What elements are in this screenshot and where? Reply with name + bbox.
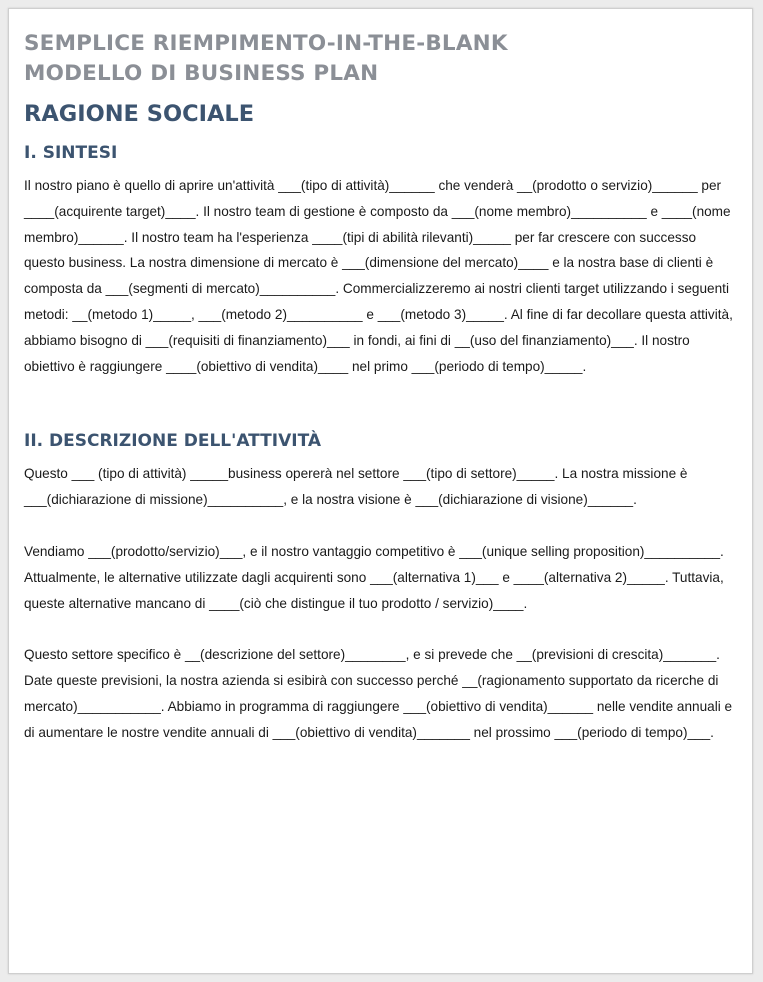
document-page [8, 8, 753, 974]
company-name: RAGIONE SOCIALE [24, 101, 255, 127]
descrizione-paragraph-3: Questo settore specifico è __(descrizione del settore)________, e si prevede che __(previsioni di crescita)_______. Date queste previsioni, la nostra azienda si esibirà con successo perché __(ragionamento supportato da ricerche di mercato)___________. Abbiamo in programma di raggiungere ___(obiettivo di vendita)______ nelle vendite annuali e di aumentare le nostre vendite annuali di ___(obiettivo di vendita)_______ nel prossimo ___(periodo di tempo)___. [24, 647, 733, 740]
document-content [24, 29, 739, 746]
descrizione-paragraph-1: Questo ___ (tipo di attività) _____business opererà nel settore ___(tipo di settore)_____. La nostra missione è ___(dichiarazione di missione)__________, e la nostra visione è ___(dichiarazione di visione)______. [24, 466, 688, 508]
section-heading-descrizione: II. DESCRIZIONE DELL'ATTIVITÀ [24, 431, 322, 452]
descrizione-paragraph-2: Vendiamo ___(prodotto/servizio)___, e il nostro vantaggio competitivo è ___(unique selling proposition)__________. Attualmente, le alternative utilizzate dagli acquirenti sono ___(alternativa 1)___ e ____(alternativa 2)_____. Tuttavia, queste alternative mancano di ____(ciò che distingue il tuo prodotto / servizio)____. [24, 543, 724, 611]
sintesi-paragraph: Il nostro piano è quello di aprire un'attività ___(tipo di attività)______ che venderà __(prodotto o servizio)______ per ____(acquirente target)____. Il nostro team di gestione è composto da ___(nome membro)__________ e ____(nome membro)______. Il nostro team ha l'esperienza ____(tipi di abilità rilevanti)_____ per far crescere con successo questo business. La nostra dimensione di mercato è ___(dimensione del mercato)____ e la nostra base di clienti è composta da ___(segmenti di mercato)__________. Commercializzeremo ai nostri clienti target utilizzando i seguenti metodi: __(metodo 1)_____, ___(metodo 2)__________ e ___(metodo 3)_____. Al fine di far decollare questa attività, abbiamo bisogno di ___(requisiti di finanziamento)___ in fondi, ai fini di __(uso del finanziamento)___. Il nostro obiettivo è raggiungere ____(obiettivo di vendita)____ nel primo ___(periodo di tempo)_____. [24, 178, 733, 374]
title-line-2: MODELLO DI BUSINESS PLAN [24, 61, 379, 86]
section-heading-sintesi: I. SINTESI [24, 143, 118, 163]
title-line-1: SEMPLICE RIEMPIMENTO-IN-THE-BLANK [24, 31, 508, 56]
document-title [24, 29, 739, 89]
